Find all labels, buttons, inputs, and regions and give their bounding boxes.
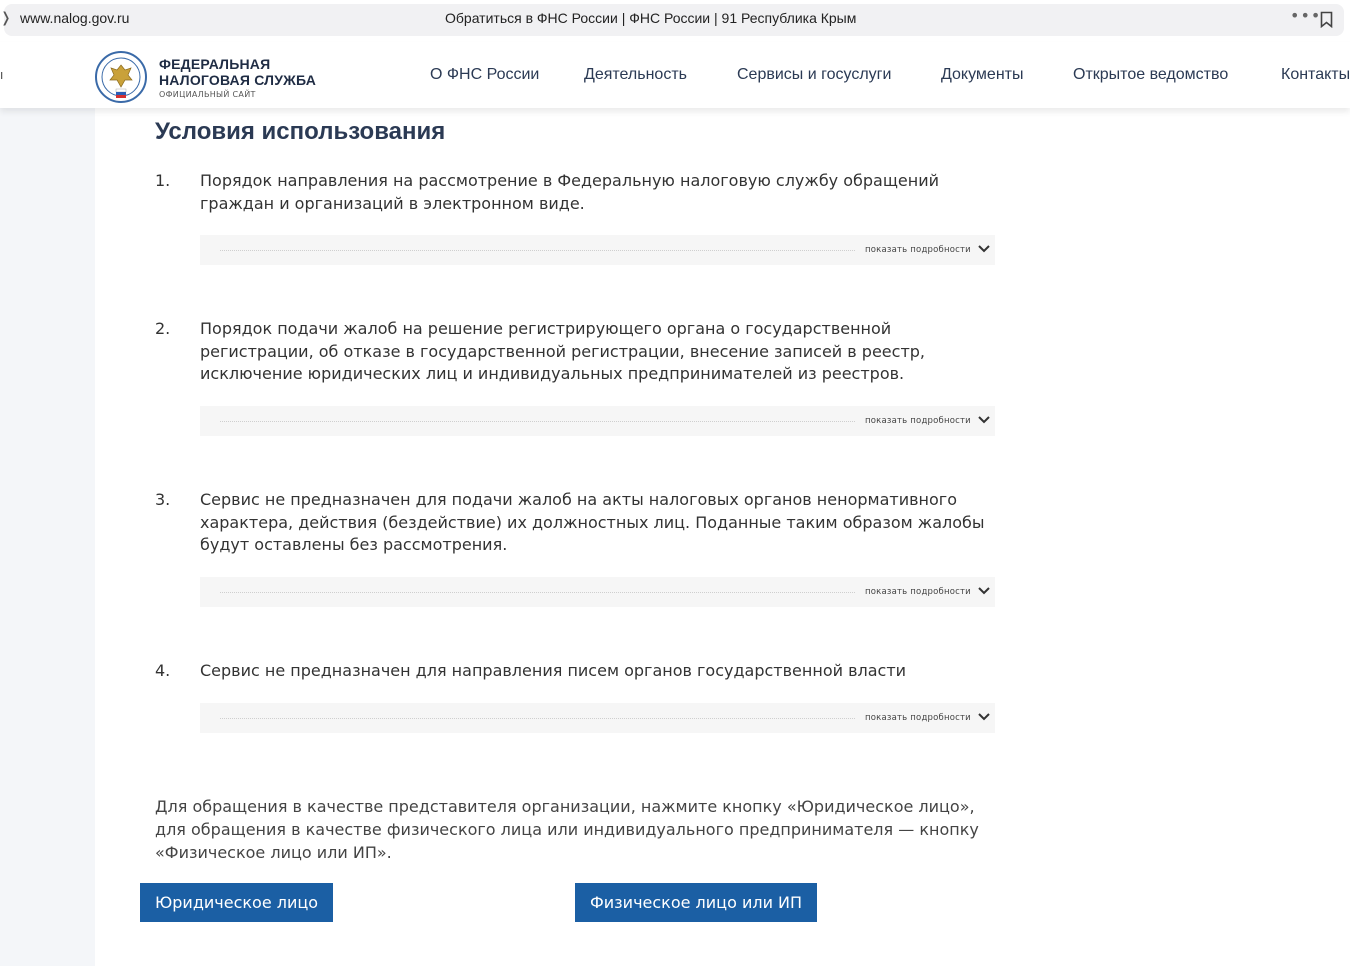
more-icon[interactable]: ••• xyxy=(1290,6,1322,25)
logo-line-2: НАЛОГОВАЯ СЛУЖБА xyxy=(159,72,317,88)
browser-toolbar xyxy=(0,0,1350,40)
left-sidebar-strip xyxy=(0,108,95,966)
details-label[interactable]: показать подробности xyxy=(865,713,971,723)
condition-text: Порядок подачи жалоб на решение регистрирующего органа о государственной регистрации, об отказе в государственной регистрации, внесение записей в реестр, исключение юридических лиц и индивидуальных предпринимателей из реестров. xyxy=(200,319,926,383)
nav-item-documents[interactable]: Документы xyxy=(941,66,1024,83)
nav-item-open-agency[interactable]: Открытое ведомство xyxy=(1073,66,1229,83)
page-title: Условия использования xyxy=(155,118,446,145)
chevron-down-icon[interactable] xyxy=(977,711,991,723)
nav-item-services[interactable]: Сервисы и госуслуги xyxy=(737,66,892,83)
details-toggle[interactable] xyxy=(200,406,995,436)
details-label[interactable]: показать подробности xyxy=(865,416,971,426)
dotted-divider xyxy=(220,421,855,422)
dotted-divider xyxy=(220,718,855,719)
fns-emblem-icon[interactable] xyxy=(95,51,147,103)
browser-url[interactable]: www.nalog.gov.ru xyxy=(20,10,130,26)
edge-mark: ı xyxy=(0,68,4,82)
condition-number: 1. xyxy=(155,171,171,190)
site-logo[interactable] xyxy=(159,56,316,99)
chevron-down-icon[interactable] xyxy=(977,585,991,597)
individual-button[interactable]: Физическое лицо или ИП xyxy=(575,883,817,922)
appeal-info-text: Для обращения в качестве представителя организации, нажмите кнопку «Юридическое лицо», для обращения в качестве физического лица или индивидуального предпринимателя — кнопку «Физическое лицо или ИП». xyxy=(155,797,979,862)
nav-item-about[interactable]: О ФНС России xyxy=(430,66,540,83)
details-label[interactable]: показать подробности xyxy=(865,245,971,255)
condition-number: 3. xyxy=(155,490,171,509)
logo-line-1: ФЕДЕРАЛЬНАЯ xyxy=(159,56,271,72)
chevron-down-icon[interactable] xyxy=(977,414,991,426)
condition-number: 4. xyxy=(155,661,171,680)
nav-item-activity[interactable]: Деятельность xyxy=(584,66,687,83)
legal-entity-button[interactable]: Юридическое лицо xyxy=(140,883,333,922)
condition-text: Сервис не предназначен для направления писем органов государственной власти xyxy=(200,661,907,680)
details-toggle[interactable] xyxy=(200,577,995,607)
chevron-down-icon[interactable] xyxy=(977,243,991,255)
details-label[interactable]: показать подробности xyxy=(865,587,971,597)
dotted-divider xyxy=(220,592,855,593)
condition-number: 2. xyxy=(155,319,171,338)
details-toggle[interactable] xyxy=(200,703,995,733)
bookmark-icon[interactable] xyxy=(1320,11,1333,28)
site-header xyxy=(0,42,1350,108)
dotted-divider xyxy=(220,250,855,251)
details-toggle[interactable] xyxy=(200,235,995,265)
nav-item-contacts[interactable]: Контакты xyxy=(1281,66,1350,83)
browser-page-title: Обратиться в ФНС России | ФНС России | 91 Республика Крым xyxy=(445,10,857,26)
condition-text: Сервис не предназначен для подачи жалоб на акты налоговых органов ненормативного характера, действия (бездействие) их должностных лиц. Поданные таким образом жалобы будут оставлены без рассмотрения. xyxy=(200,490,985,554)
back-icon[interactable]: ❭ xyxy=(0,10,12,26)
logo-subtitle: ОФИЦИАЛЬНЫЙ САЙТ xyxy=(159,90,256,99)
condition-text: Порядок направления на рассмотрение в Федеральную налоговую службу обращений граждан и организаций в электронном виде. xyxy=(200,171,940,213)
